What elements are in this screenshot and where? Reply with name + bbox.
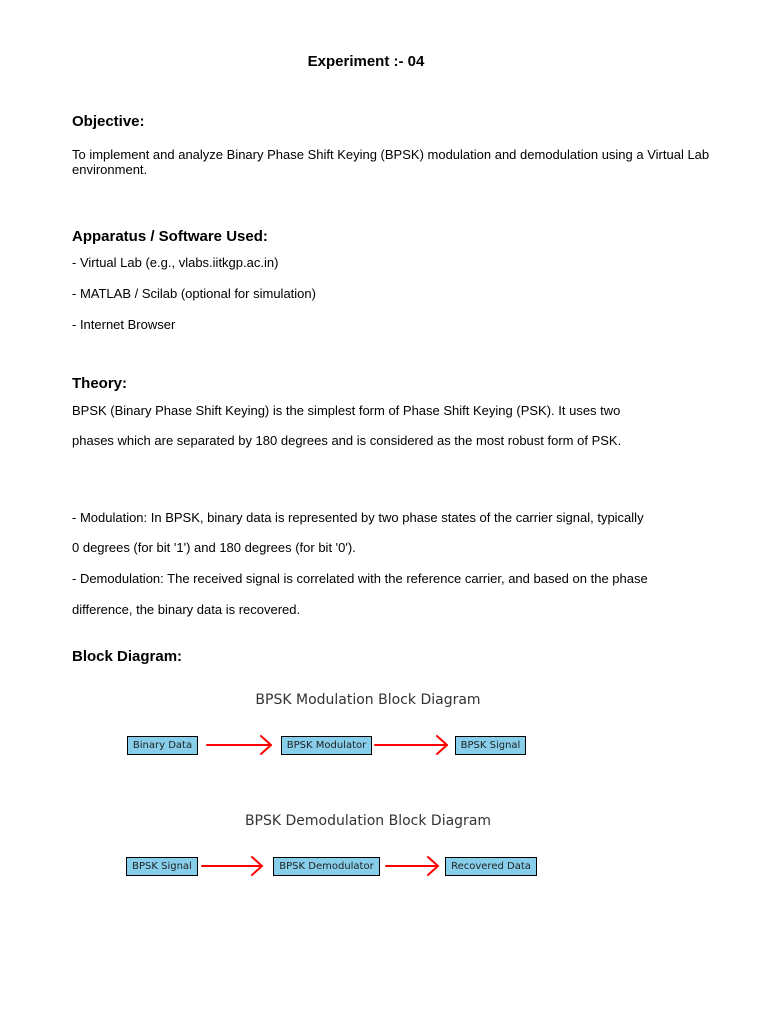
- block-bpsk-signal: BPSK Signal: [455, 736, 526, 755]
- theory-line: - Demodulation: The received signal is correlated with the reference carrier, and based on the phase: [72, 571, 648, 586]
- block-diagram-heading: Block Diagram:: [72, 648, 183, 665]
- theory-line: phases which are separated by 180 degrees and is considered as the most robust form of PSK.: [72, 433, 622, 448]
- objective-heading: Objective:: [72, 113, 145, 130]
- theory-line: - Modulation: In BPSK, binary data is represented by two phase states of the carrier signal, typically: [72, 510, 644, 525]
- theory-line: 0 degrees (for bit '1') and 180 degrees (for bit '0').: [72, 540, 356, 555]
- arrow-icon: [386, 857, 438, 875]
- modulation-diagram-title: BPSK Modulation Block Diagram: [255, 692, 481, 708]
- arrow-icon: [207, 736, 271, 754]
- page-title: Experiment :- 04: [307, 53, 425, 70]
- apparatus-heading: Apparatus / Software Used:: [72, 228, 268, 245]
- apparatus-item: - MATLAB / Scilab (optional for simulation): [72, 286, 316, 301]
- arrow-icon: [202, 857, 262, 875]
- block-recovered-data: Recovered Data: [445, 857, 537, 876]
- block-binary-data: Binary Data: [127, 736, 198, 755]
- block-bpsk-demodulator: BPSK Demodulator: [273, 857, 380, 876]
- arrow-icon: [375, 736, 447, 754]
- objective-text: To implement and analyze Binary Phase Shift Keying (BPSK) modulation and demodulation using a Virtual Lab environment.: [72, 147, 710, 177]
- apparatus-item: - Virtual Lab (e.g., vlabs.iitkgp.ac.in): [72, 255, 279, 270]
- theory-heading: Theory:: [72, 375, 128, 392]
- block-bpsk-modulator: BPSK Modulator: [281, 736, 372, 755]
- theory-line: difference, the binary data is recovered.: [72, 602, 301, 617]
- apparatus-item: - Internet Browser: [72, 317, 176, 332]
- demodulation-diagram-title: BPSK Demodulation Block Diagram: [244, 813, 492, 829]
- theory-line: BPSK (Binary Phase Shift Keying) is the simplest form of Phase Shift Keying (PSK). It uses two: [72, 403, 621, 418]
- block-bpsk-signal-input: BPSK Signal: [126, 857, 198, 876]
